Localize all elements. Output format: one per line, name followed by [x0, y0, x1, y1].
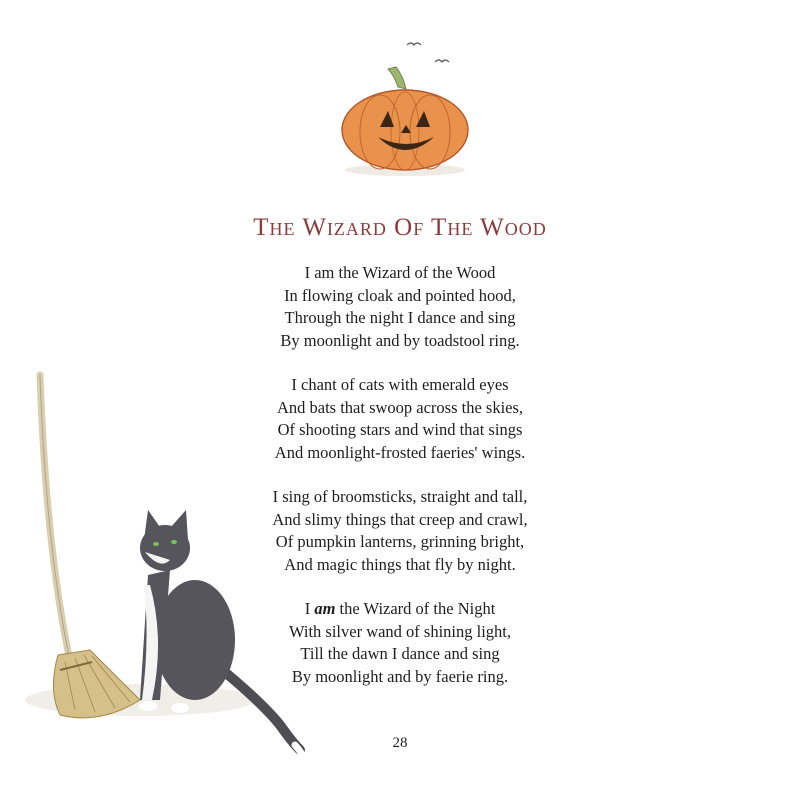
- poem-line: And slimy things that creep and crawl,: [272, 509, 528, 529]
- poem-line: In flowing cloak and pointed hood,: [284, 285, 516, 305]
- stanza-3: [200, 486, 600, 576]
- poem-line: By moonlight and by faerie ring.: [291, 666, 509, 686]
- emphasis-after: the Wizard of the Night: [335, 599, 496, 618]
- poem-line-emphasis: [200, 598, 600, 621]
- poem-line: Through the night I dance and sing: [284, 308, 516, 327]
- poem-line: I am the Wizard of the Wood: [304, 263, 496, 282]
- pumpkin-stem: [388, 67, 406, 89]
- poem-line: And bats that swoop across the skies,: [276, 397, 524, 417]
- stanza-4: [200, 598, 600, 688]
- pumpkin-illustration: [330, 35, 480, 185]
- poem-line: With silver wand of shining light,: [288, 621, 512, 641]
- poem-line: By moonlight and by toadstool ring.: [280, 330, 520, 350]
- emphasis-word: am: [314, 599, 336, 618]
- stanza-2: [200, 374, 600, 464]
- poem-title: The Wizard Of The Wood: [253, 214, 547, 241]
- poem-body: [200, 262, 600, 710]
- emphasis-before: I: [304, 599, 315, 618]
- bat-icon: [407, 43, 449, 62]
- poem-line: I chant of cats with emerald eyes: [291, 375, 509, 394]
- stanza-1: [200, 262, 600, 352]
- poem-line: Of shooting stars and wind that sings: [277, 420, 523, 439]
- poem-line: And magic things that fly by night.: [284, 554, 516, 574]
- poem-line: I sing of broomsticks, straight and tall,: [272, 487, 528, 506]
- broom-icon: [40, 375, 140, 718]
- page-number: 28: [392, 735, 408, 751]
- poem-line: Till the dawn I dance and sing: [300, 644, 500, 663]
- poem-line: And moonlight-frosted faeries' wings.: [274, 442, 526, 462]
- poem-line: Of pumpkin lanterns, grinning bright,: [275, 532, 525, 551]
